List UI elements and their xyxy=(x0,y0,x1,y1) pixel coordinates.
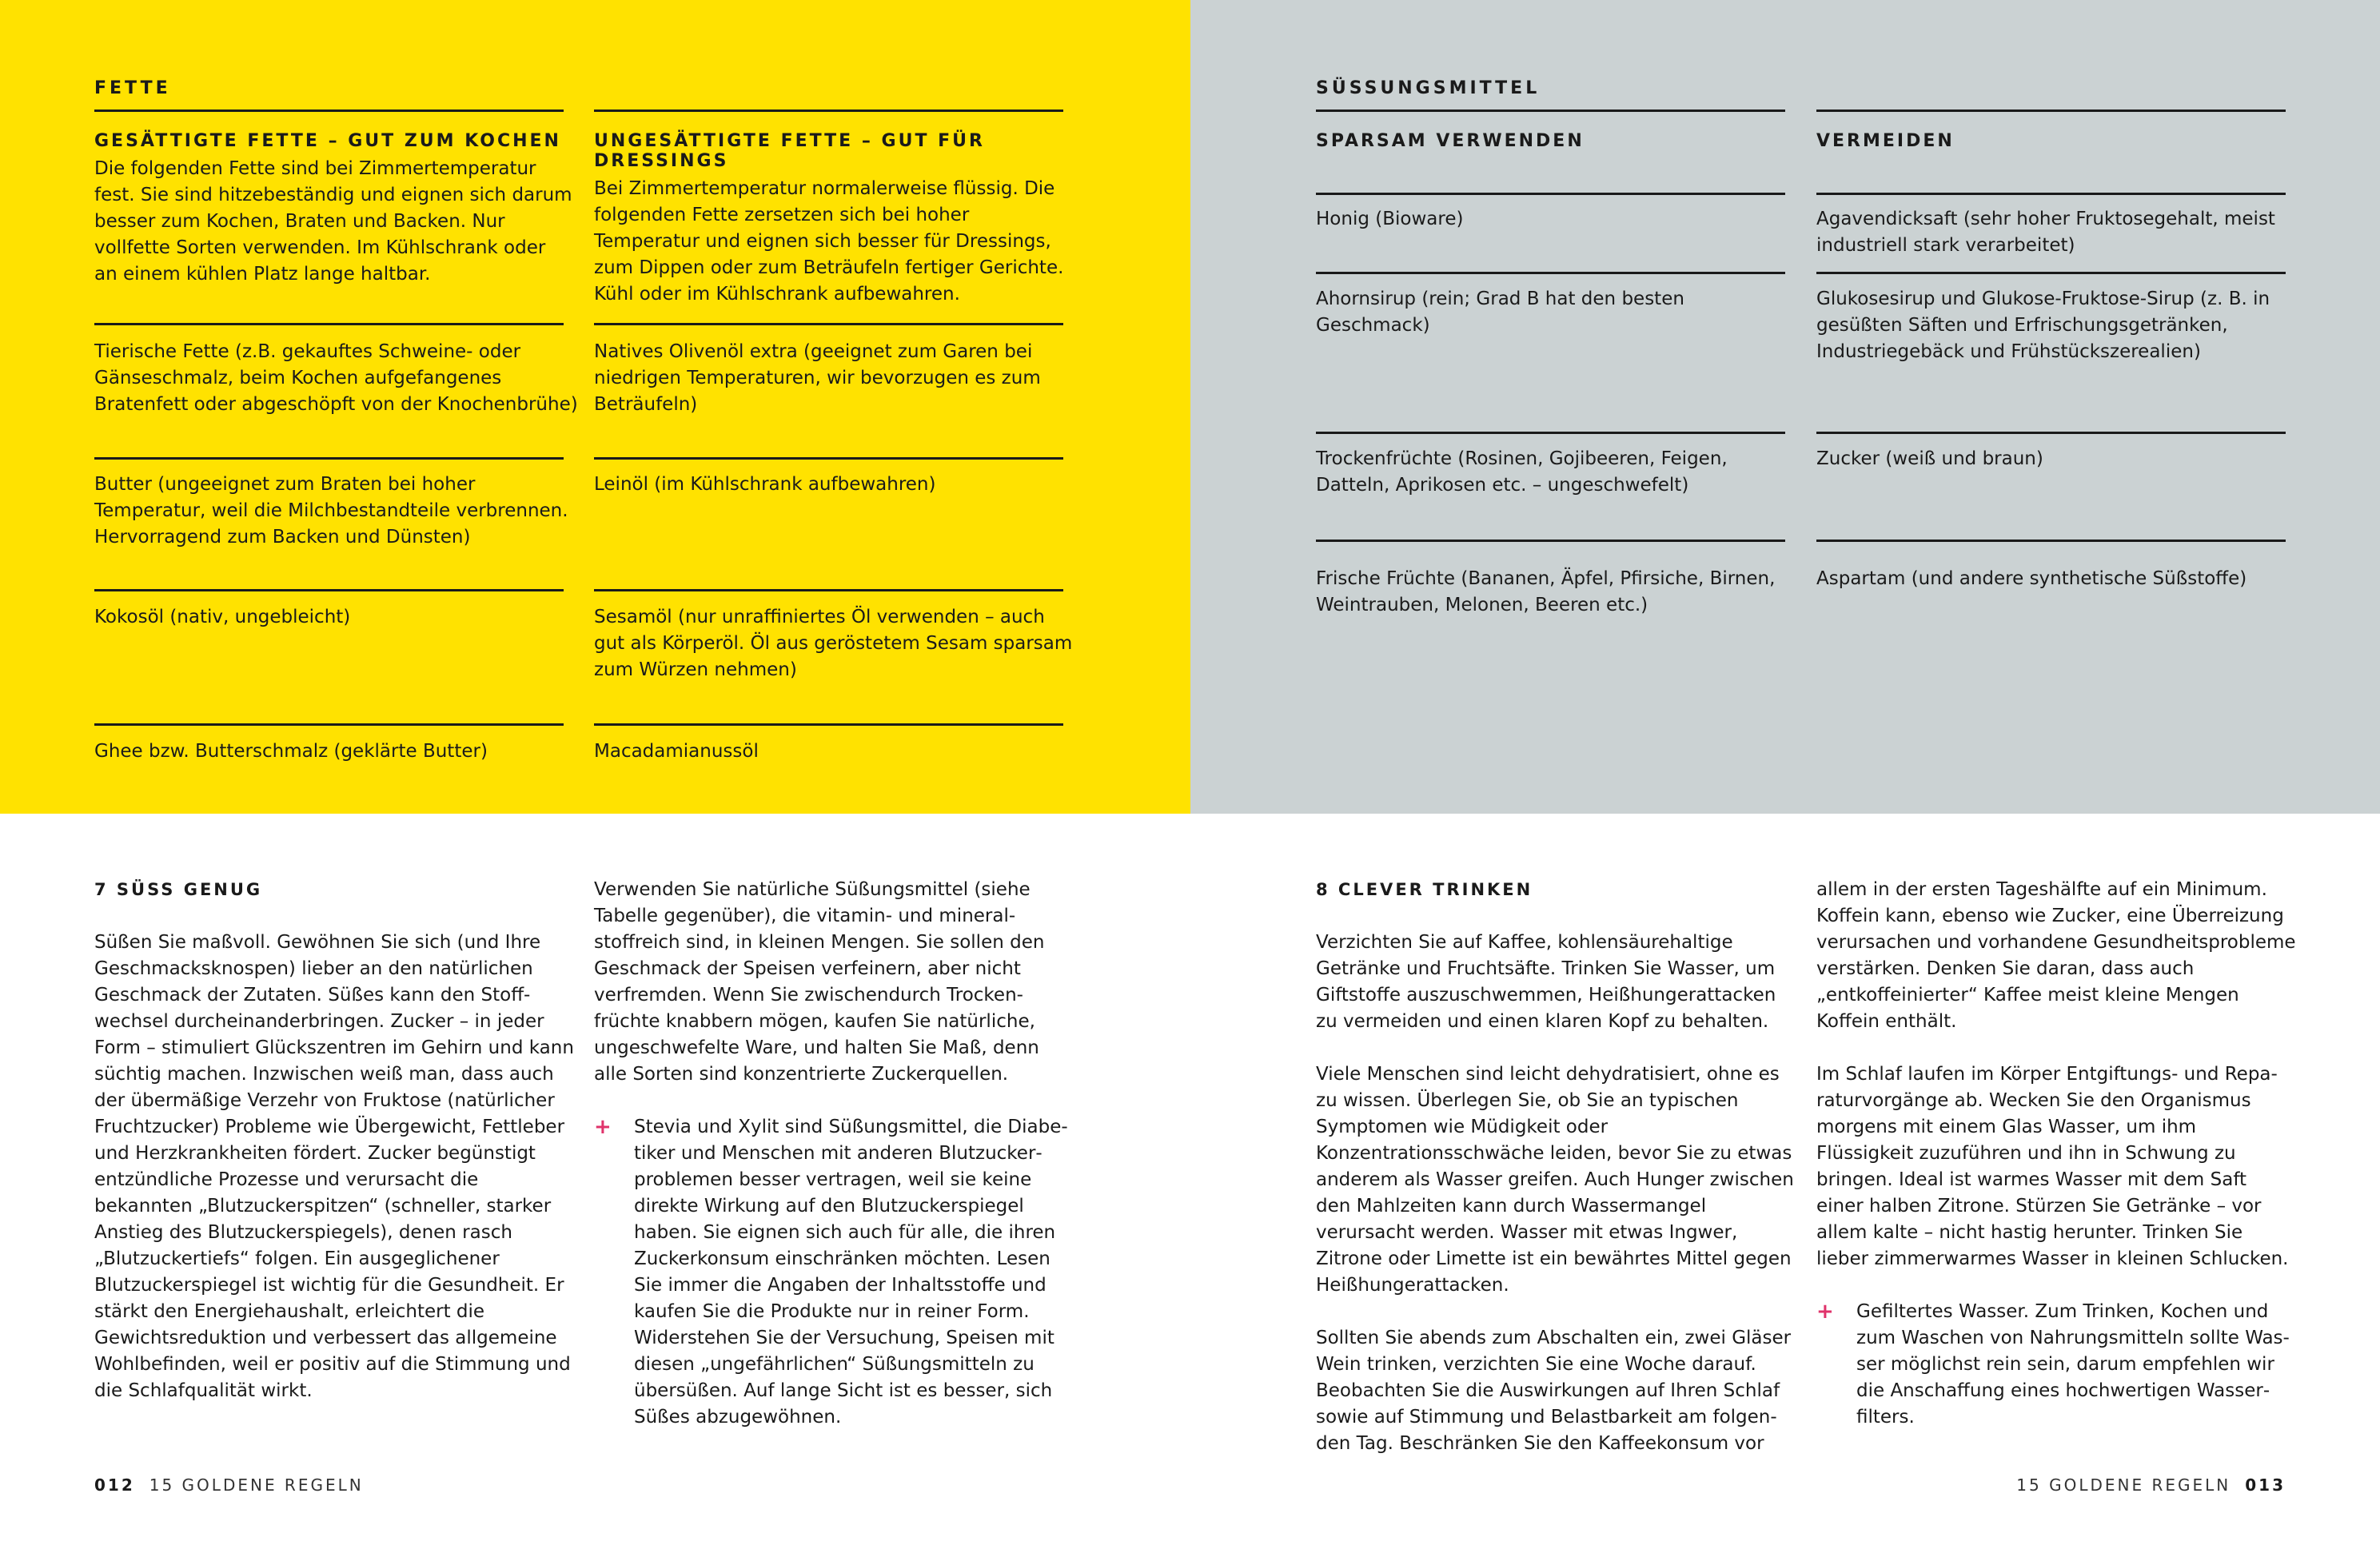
divider xyxy=(1316,193,1785,195)
table-cell: Honig (Bioware) xyxy=(1316,209,1464,229)
divider xyxy=(594,723,1063,726)
table-cell: Macadamianussöl xyxy=(594,741,759,762)
divider xyxy=(594,110,1063,112)
suessungsmittel-title: SÜSSUNGSMITTEL xyxy=(1316,78,1541,98)
footer-left xyxy=(94,1475,364,1495)
footer-right xyxy=(2016,1475,2286,1495)
divider xyxy=(1316,110,1785,112)
fette-title: FETTE xyxy=(94,78,171,98)
table-cell: Sesamöl (nur unraffiniertes Öl verwenden – auch gut als Körperöl. Öl aus geröstetem Sesam sparsam zum Würzen nehmen) xyxy=(594,607,1073,680)
table-cell: Ghee bzw. Butterschmalz (geklärte Butter) xyxy=(94,741,488,762)
divider xyxy=(94,457,564,460)
table-cell: Trockenfrüchte (Rosinen, Gojibeeren, Feigen, Datteln, Aprikosen etc. – ungeschwefelt) xyxy=(1316,448,1728,496)
rule8-paragraph: allem in der ersten Tageshälfte auf ein Minimum. Koffein kann, ebenso wie Zucker, eine Überreizung verursachen und vorhandene Gesundheitsprobleme verstärken. Denken Sie daran, dass auch „entkoffeinierter“ Kaffee meist kleine Mengen Koffein enthält. xyxy=(1816,879,2296,1032)
table-cell: Leinöl (im Kühlschrank aufbewahren) xyxy=(594,474,936,495)
divider xyxy=(1316,432,1785,434)
plus-icon: + xyxy=(1816,1300,1834,1324)
rule8-paragraph: Sollten Sie abends zum Abschalten ein, zwei Gläser Wein trinken, verzichten Sie eine Woche darauf. Beobachten Sie die Auswirkungen auf Ihren Schlaf sowie auf Stimmung und Belastbarkeit am folgenden Tag. Beschränken Sie den Kaffeekonsum vor xyxy=(1316,1328,1792,1454)
table-cell: Tierische Fette (z.B. gekauftes Schweine- oder Gänseschmalz, beim Kochen aufgefangenes Bratenfett oder abgeschöpft von der Knochenbrühe) xyxy=(94,341,578,415)
rule8-paragraph: Verzichten Sie auf Kaffee, kohlensäurehaltige Getränke und Fruchtsäfte. Trinken Sie Wasser, um Giftstoffe auszuschwemmen, Heißhungerattacken zu vermeiden und einen klaren Kopf zu behalten. xyxy=(1316,932,1776,1032)
table-cell: Agavendicksaft (sehr hoher Fruktosegehalt, meist industriell stark verarbeitet) xyxy=(1816,209,2275,256)
running-title: 15 GOLDENE REGELN xyxy=(149,1475,364,1495)
table-cell: Kokosöl (nativ, ungebleicht) xyxy=(94,607,351,627)
divider xyxy=(94,589,564,591)
table-cell: Natives Olivenöl extra (geeignet zum Garen bei niedrigen Temperaturen, wir bevorzugen es zum Beträufeln) xyxy=(594,341,1041,415)
divider xyxy=(594,457,1063,460)
unsaturated-fats-heading: UNGESÄTTIGTE FETTE – GUT FÜR DRESSINGS xyxy=(594,131,985,171)
rule8-column-2 xyxy=(1816,877,2296,1431)
saturated-fats-heading: GESÄTTIGTE FETTE – GUT ZUM KOCHEN xyxy=(94,131,561,151)
table-cell: Frische Früchte (Bananen, Äpfel, Pfirsiche, Birnen, Weintrauben, Melonen, Beeren etc.) xyxy=(1316,568,1776,615)
table-cell: Butter (ungeeignet zum Braten bei hoher Temperatur, weil die Milchbestandteile verbrennen. Hervorragend zum Backen und Dünsten) xyxy=(94,474,568,548)
rule8-paragraph: Viele Menschen sind leicht dehydratisiert, ohne es zu wissen. Überlegen Sie, ob Sie an typischen Symptomen wie Müdigkeit oder Konzentrationsschwäche leiden, bevor Sie zu etwas anderem als Wasser greifen. Auch Hunger zwischen den Mahlzeiten kann durch Wassermangel verursacht werden. Wasser mit etwas Ingwer, Zitrone oder Limette ist ein bewährtes Mittel gegen Heißhungerattacken. xyxy=(1316,1064,1794,1296)
rule8-column-1 xyxy=(1316,877,1796,1483)
rule7-paragraph: Verwenden Sie natürliche Süßungsmittel (siehe Tabelle gegenüber), die vitamin- und mineralstoffreich sind, in kleinen Mengen. Sie sollen den Geschmack der Speisen verfeinern, aber nicht verfremden. Wenn Sie zwischendurch Trockenfrüchte knabbern mögen, kaufen Sie natürliche, ungeschwefelte Ware, und halten Sie Maß, denn alle Sorten sind konzentrierte Zuckerquellen. xyxy=(594,879,1045,1085)
unsaturated-fats-intro: Bei Zimmertemperatur normalerweise flüssig. Die folgenden Fette zersetzen sich bei hoher Temperatur und eignen sich besser für Dressings, zum Dippen oder zum Beträufeln fertiger Gerichte. Kühl oder im Kühlschrank aufbewahren. xyxy=(594,178,1064,305)
rule8-tip-text: Gefiltertes Wasser. Zum Trinken, Kochen und zum Waschen von Nahrungsmitteln sollte Wasser möglichst rein sein, darum empfehlen wir die Anschaffung eines hochwertigen Wasserfilters. xyxy=(1856,1301,2290,1428)
running-title: 15 GOLDENE REGELN xyxy=(2016,1475,2231,1495)
divider xyxy=(1816,193,2286,195)
divider xyxy=(594,323,1063,325)
rule7-paragraph: Süßen Sie maßvoll. Gewöhnen Sie sich (und Ihre Geschmacksknospen) lieber an den natürlichen Geschmack der Zutaten. Süßes kann den Stoffwechsel durcheinanderbringen. Zucker – in jeder Form – stimuliert Glückszentren im Gehirn und kann süchtig machen. Inzwischen weiß man, dass auch der übermäßige Verzehr von Fruktose (natürlicher Fruchtzucker) Probleme wie Übergewicht, Fettleber und Herzkrankheiten fördert. Zucker begünstigt entzündliche Prozesse und verursacht die bekannten „Blutzuckerspitzen“ (schneller, starker Anstieg des Blutzuckerspiegels), denen rasch „Blutzuckertiefs“ folgen. Ein ausgeglichener Blutzuckerspiegel ist wichtig für die Gesundheit. Er stärkt den Energiehaushalt, erleichtert die Gewichtsreduktion und verbessert das allgemeine Wohlbefinden, weil er positiv auf die Stimmung und die Schlafqualität wirkt. xyxy=(94,932,574,1401)
divider xyxy=(594,589,1063,591)
saturated-fats-intro: Die folgenden Fette sind bei Zimmertemperatur fest. Sie sind hitzebeständig und eignen sich darum besser zum Kochen, Braten und Backen. Nur vollfette Sorten verwenden. Im Kühlschrank oder an einem kühlen Platz lange haltbar. xyxy=(94,158,572,285)
suessungsmittel-panel xyxy=(1190,0,2380,814)
divider xyxy=(1816,110,2286,112)
rule8-paragraph: Im Schlaf laufen im Körper Entgiftungs- und Reparaturvorgänge ab. Wecken Sie den Organismus morgens mit einem Glas Wasser, um ihm Flüssigkeit zuzuführen und ihn in Schwung zu bringen. Ideal ist warmes Wasser mit dem Saft einer halben Zitrone. Stürzen Sie Getränke – vor allem kalte – nicht hastig herunter. Trinken Sie lieber zimmerwarmes Wasser in kleinen Schlucken. xyxy=(1816,1064,2289,1269)
rule7-column-2 xyxy=(594,877,1074,1431)
divider xyxy=(94,323,564,325)
divider xyxy=(94,723,564,726)
rule7-column-1 xyxy=(94,877,574,1431)
rule8-tip xyxy=(1816,1299,2296,1431)
page-number: 013 xyxy=(2245,1475,2286,1495)
divider xyxy=(1816,540,2286,542)
fette-left-column-head xyxy=(94,131,574,288)
table-cell: Glukosesirup und Glukose-Fruktose-Sirup (z. B. in gesüßten Säften und Erfrischungsgetränken, Industriegebäck und Frühstückszerealien) xyxy=(1816,289,2270,362)
table-cell: Zucker (weiß und braun) xyxy=(1816,448,2043,469)
table-cell: Ahornsirup (rein; Grad B hat den besten Geschmack) xyxy=(1316,289,1684,336)
rule8-title: 8 CLEVER TRINKEN xyxy=(1316,880,1533,899)
sparsam-heading: SPARSAM VERWENDEN xyxy=(1316,131,1585,151)
divider xyxy=(1816,432,2286,434)
rule7-tip xyxy=(594,1114,1074,1431)
plus-icon: + xyxy=(594,1115,612,1139)
page-number: 012 xyxy=(94,1475,135,1495)
divider xyxy=(1316,540,1785,542)
fette-right-column-head xyxy=(594,131,1074,308)
rule7-tip-text: Stevia und Xylit sind Süßungsmittel, die Diabetiker und Menschen mit anderen Blutzuckerproblemen besser vertragen, weil sie keine direkte Wirkung auf den Blutzuckerspiegel haben. Sie eignen sich auch für alle, die ihren Zuckerkonsum einschränken möchten. Lesen Sie immer die Angaben der Inhaltsstoffe und kaufen Sie die Produkte nur in reiner Form. Widerstehen Sie der Versuchung, Speisen mit diesen „ungefährlichen“ Süßungsmitteln zu übersüßen. Auf lange Sicht ist es besser, sich Süßes abzugewöhnen. xyxy=(634,1117,1068,1428)
vermeiden-heading: VERMEIDEN xyxy=(1816,131,1955,151)
divider xyxy=(1816,272,2286,274)
rule7-title: 7 SÜSS GENUG xyxy=(94,880,263,899)
divider xyxy=(94,110,564,112)
divider xyxy=(1316,272,1785,274)
table-cell: Aspartam (und andere synthetische Süßstoffe) xyxy=(1816,568,2247,589)
